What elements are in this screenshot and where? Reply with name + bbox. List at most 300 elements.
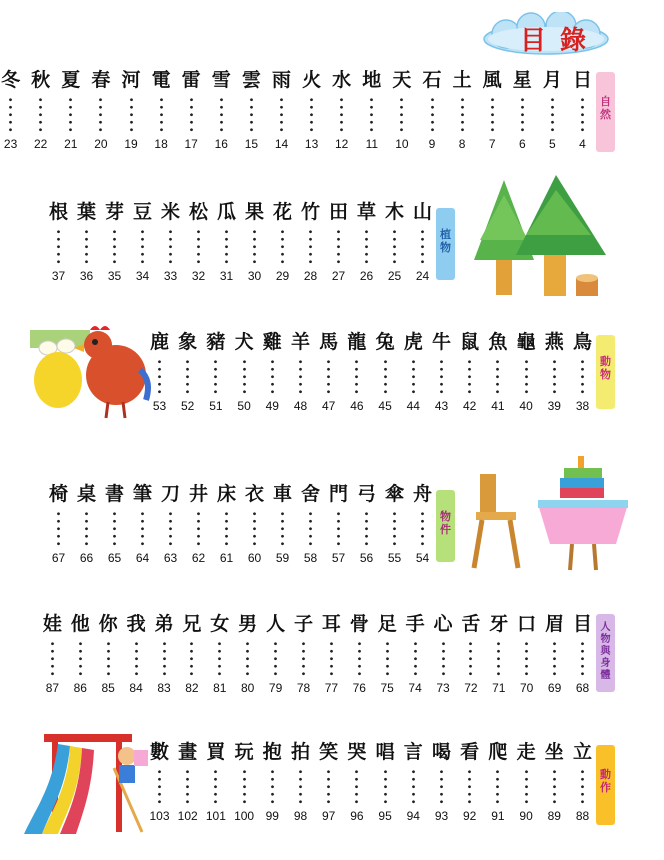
chair-table-illustration <box>460 452 628 576</box>
entry-actions-90[interactable] <box>513 740 540 823</box>
entry-nature-15[interactable] <box>238 68 265 151</box>
entry-people-73[interactable] <box>430 612 457 695</box>
entry-nature-23[interactable] <box>0 68 24 151</box>
page-number: 65 <box>107 551 122 565</box>
entry-char: 言 <box>403 741 423 763</box>
leader-dots <box>302 640 305 678</box>
page-number: 58 <box>303 551 318 565</box>
leader-dots <box>250 96 253 134</box>
page-number: 76 <box>352 681 366 695</box>
leader-dots <box>521 96 524 134</box>
page-number: 51 <box>209 399 223 413</box>
leader-dots <box>370 96 373 134</box>
leader-dots <box>190 640 193 678</box>
page-number: 6 <box>518 137 526 151</box>
entry-plants-33[interactable] <box>157 200 184 283</box>
leader-dots <box>79 640 82 678</box>
entry-nature-7[interactable] <box>479 68 506 151</box>
entry-people-75[interactable] <box>374 612 401 695</box>
leader-dots <box>553 358 556 396</box>
page-number: 75 <box>380 681 394 695</box>
page-number: 20 <box>94 137 108 151</box>
page-number: 31 <box>219 269 234 283</box>
page-number: 30 <box>247 269 262 283</box>
entry-nature-13[interactable] <box>298 68 325 151</box>
entry-objects-64[interactable] <box>129 482 156 565</box>
leader-dots <box>253 228 256 266</box>
entry-plants-32[interactable] <box>185 200 212 283</box>
entry-objects-63[interactable] <box>157 482 184 565</box>
entry-char: 眉 <box>545 613 565 635</box>
leader-dots <box>421 228 424 266</box>
leader-dots <box>281 510 284 548</box>
entry-animals-43[interactable] <box>428 330 455 413</box>
leader-dots <box>337 228 340 266</box>
page-number: 71 <box>492 681 506 695</box>
page-number: 92 <box>463 809 477 823</box>
entry-char: 笑 <box>319 741 339 763</box>
entry-char: 木 <box>384 201 404 223</box>
entry-char: 草 <box>356 201 376 223</box>
leader-dots <box>225 510 228 548</box>
leader-dots <box>525 358 528 396</box>
entry-actions-95[interactable] <box>372 740 399 823</box>
entry-char: 雲 <box>241 69 261 91</box>
page-number: 13 <box>304 137 319 151</box>
leader-dots <box>113 228 116 266</box>
entry-char: 日 <box>572 69 592 91</box>
entry-nature-20[interactable] <box>87 68 114 151</box>
leader-dots <box>393 510 396 548</box>
entry-actions-100[interactable] <box>231 740 258 823</box>
tag-label-people: 人 物 與 身 體 <box>600 622 611 681</box>
page-number: 34 <box>135 269 150 283</box>
leader-dots <box>299 358 302 396</box>
leader-dots <box>384 768 387 806</box>
entry-char: 傘 <box>384 483 404 505</box>
entry-char: 兄 <box>182 613 202 635</box>
entry-people-80[interactable] <box>234 612 261 695</box>
page-number: 86 <box>73 681 87 695</box>
leader-dots <box>271 768 274 806</box>
page-number: 49 <box>265 399 279 413</box>
entry-nature-5[interactable] <box>539 68 566 151</box>
page-number: 53 <box>152 399 167 413</box>
entry-char: 心 <box>433 613 453 635</box>
entry-people-68[interactable] <box>569 612 596 695</box>
page-number: 69 <box>547 681 562 695</box>
entry-char: 你 <box>98 613 118 635</box>
leader-dots <box>107 640 110 678</box>
page-number: 94 <box>406 809 420 823</box>
entry-nature-9[interactable] <box>419 68 446 151</box>
leader-dots <box>214 768 217 806</box>
page-number: 81 <box>213 681 227 695</box>
leader-dots <box>243 358 246 396</box>
entry-char: 舍 <box>300 483 320 505</box>
leader-dots <box>220 96 223 134</box>
tag-label-actions: 動 作 <box>600 768 611 794</box>
entry-people-69[interactable] <box>541 612 568 695</box>
leader-dots <box>431 96 434 134</box>
page-number: 37 <box>51 269 66 283</box>
entry-char: 舌 <box>461 613 481 635</box>
page-number: 63 <box>163 551 178 565</box>
leader-dots <box>281 228 284 266</box>
page-number: 90 <box>519 809 533 823</box>
page-number: 23 <box>3 137 18 151</box>
leader-dots <box>271 358 274 396</box>
entry-animals-50[interactable] <box>231 330 258 413</box>
page-number: 93 <box>434 809 449 823</box>
entry-people-72[interactable] <box>457 612 484 695</box>
leader-dots <box>581 358 584 396</box>
entry-actions-92[interactable] <box>456 740 483 823</box>
leader-dots <box>461 96 464 134</box>
entry-objects-57[interactable] <box>325 482 352 565</box>
leader-dots <box>225 228 228 266</box>
entry-actions-91[interactable] <box>484 740 511 823</box>
entry-char: 女 <box>210 613 230 635</box>
entry-char: 手 <box>405 613 425 635</box>
entry-animals-41[interactable] <box>484 330 511 413</box>
entry-objects-58[interactable] <box>297 482 324 565</box>
entry-plants-35[interactable] <box>101 200 128 283</box>
entry-plants-30[interactable] <box>241 200 268 283</box>
page-number: 101 <box>205 809 226 823</box>
leader-dots <box>130 96 133 134</box>
page-number: 10 <box>395 137 409 151</box>
entry-people-70[interactable] <box>513 612 540 695</box>
entry-char: 目 <box>572 613 592 635</box>
page-number: 33 <box>163 269 178 283</box>
entry-people-78[interactable] <box>290 612 317 695</box>
page-number: 89 <box>547 809 561 823</box>
leader-dots <box>393 228 396 266</box>
entry-nature-8[interactable] <box>449 68 476 151</box>
entry-char: 爬 <box>488 741 508 763</box>
entry-char: 米 <box>160 201 180 223</box>
entry-plants-27[interactable] <box>325 200 352 283</box>
leader-dots <box>365 228 368 266</box>
page-number: 38 <box>575 399 590 413</box>
page-number: 62 <box>191 551 206 565</box>
leader-dots <box>274 640 277 678</box>
entry-objects-66[interactable] <box>73 482 100 565</box>
leader-dots <box>158 358 161 396</box>
entry-animals-45[interactable] <box>372 330 399 413</box>
page-number: 12 <box>335 137 349 151</box>
leader-dots <box>491 96 494 134</box>
entry-nature-12[interactable] <box>328 68 355 151</box>
entry-char: 山 <box>412 201 432 223</box>
leader-dots <box>400 96 403 134</box>
page-number: 14 <box>274 137 289 151</box>
page-number: 32 <box>191 269 206 283</box>
entry-char: 畫 <box>178 741 198 763</box>
entry-objects-67[interactable] <box>45 482 72 565</box>
entry-people-81[interactable] <box>206 612 233 695</box>
entry-actions-94[interactable] <box>400 740 427 823</box>
entry-actions-98[interactable] <box>287 740 314 823</box>
entry-animals-47[interactable] <box>315 330 342 413</box>
entry-plants-24[interactable] <box>409 200 436 283</box>
entry-char: 夏 <box>61 69 81 91</box>
leader-dots <box>581 768 584 806</box>
leader-dots <box>421 510 424 548</box>
entry-objects-59[interactable] <box>269 482 296 565</box>
entry-actions-96[interactable] <box>343 740 370 823</box>
entry-plants-25[interactable] <box>381 200 408 283</box>
leader-dots <box>169 228 172 266</box>
entry-actions-99[interactable] <box>259 740 286 823</box>
entry-people-83[interactable] <box>151 612 178 695</box>
entry-nature-21[interactable] <box>57 68 84 151</box>
entry-people-74[interactable] <box>402 612 429 695</box>
entry-nature-19[interactable] <box>118 68 145 151</box>
leader-dots <box>99 96 102 134</box>
entry-actions-102[interactable] <box>174 740 201 823</box>
page-number: 11 <box>365 137 379 151</box>
entry-char: 椅 <box>48 483 68 505</box>
entry-char: 風 <box>482 69 502 91</box>
entry-char: 衣 <box>244 483 264 505</box>
entry-animals-52[interactable] <box>174 330 201 413</box>
entry-char: 冬 <box>1 69 21 91</box>
leader-dots <box>468 358 471 396</box>
entry-actions-93[interactable] <box>428 740 455 823</box>
entry-char: 桌 <box>76 483 96 505</box>
entry-char: 走 <box>516 741 536 763</box>
entry-objects-61[interactable] <box>213 482 240 565</box>
entry-char: 我 <box>126 613 146 635</box>
entry-char: 井 <box>188 483 208 505</box>
entry-animals-49[interactable] <box>259 330 286 413</box>
entry-char: 田 <box>328 201 348 223</box>
entry-objects-65[interactable] <box>101 482 128 565</box>
entry-char: 天 <box>392 69 412 91</box>
page-number: 67 <box>51 551 66 565</box>
entry-char: 芽 <box>104 201 124 223</box>
page-number: 96 <box>350 809 364 823</box>
page-number: 19 <box>124 137 138 151</box>
entry-char: 秋 <box>31 69 51 91</box>
leader-dots <box>384 358 387 396</box>
entry-char: 星 <box>512 69 532 91</box>
entry-nature-10[interactable] <box>388 68 415 151</box>
page-number: 73 <box>436 681 450 695</box>
entry-people-84[interactable] <box>123 612 150 695</box>
entry-actions-89[interactable] <box>541 740 568 823</box>
entry-nature-4[interactable] <box>569 68 596 151</box>
page-number: 24 <box>415 269 430 283</box>
page-number: 27 <box>331 269 346 283</box>
entry-nature-11[interactable] <box>358 68 385 151</box>
page-number: 99 <box>265 809 279 823</box>
leader-dots <box>299 768 302 806</box>
page-number: 95 <box>378 809 392 823</box>
page-number: 57 <box>331 551 346 565</box>
entry-char: 床 <box>216 483 236 505</box>
page-number: 77 <box>324 681 339 695</box>
page-number: 18 <box>154 137 168 151</box>
page-number: 68 <box>575 681 590 695</box>
leader-dots <box>246 640 249 678</box>
page-number: 47 <box>322 399 336 413</box>
page-number: 74 <box>408 681 422 695</box>
entry-plants-34[interactable] <box>129 200 156 283</box>
tag-label-plants: 植 物 <box>440 228 451 254</box>
entry-objects-55[interactable] <box>381 482 408 565</box>
entry-char: 水 <box>332 69 352 91</box>
entry-plants-36[interactable] <box>73 200 100 283</box>
page-number: 59 <box>275 551 290 565</box>
entry-char: 看 <box>460 741 480 763</box>
leader-dots <box>551 96 554 134</box>
entry-animals-40[interactable] <box>513 330 540 413</box>
leader-dots <box>113 510 116 548</box>
page-title: 目錄 <box>519 26 600 56</box>
entry-char: 根 <box>48 201 68 223</box>
page-number: 100 <box>234 809 255 823</box>
entry-char: 門 <box>328 483 348 505</box>
entry-animals-48[interactable] <box>287 330 314 413</box>
leader-dots <box>414 640 417 678</box>
entry-objects-62[interactable] <box>185 482 212 565</box>
entry-char: 地 <box>362 69 382 91</box>
leader-dots <box>525 640 528 678</box>
entry-char: 羊 <box>290 331 310 353</box>
entry-actions-101[interactable] <box>202 740 229 823</box>
page-number: 8 <box>458 137 466 151</box>
entry-char: 雪 <box>211 69 231 91</box>
entry-char: 拍 <box>290 741 310 763</box>
entry-nature-14[interactable] <box>268 68 295 151</box>
entry-char: 龍 <box>347 331 367 353</box>
tag-label-objects: 物 件 <box>440 510 451 536</box>
entry-objects-56[interactable] <box>353 482 380 565</box>
entry-char: 書 <box>104 483 124 505</box>
entry-char: 立 <box>572 741 592 763</box>
entry-char: 買 <box>206 741 226 763</box>
entry-animals-38[interactable] <box>569 330 596 413</box>
entry-char: 燕 <box>544 331 564 353</box>
entry-char: 馬 <box>319 331 339 353</box>
leader-dots <box>327 768 330 806</box>
leader-dots <box>337 510 340 548</box>
leader-dots <box>440 358 443 396</box>
entry-char: 魚 <box>488 331 508 353</box>
page-number: 39 <box>547 399 561 413</box>
page-number: 40 <box>519 399 533 413</box>
entry-char: 娃 <box>42 613 62 635</box>
entry-plants-29[interactable] <box>269 200 296 283</box>
section-people <box>0 612 664 732</box>
leader-dots <box>355 768 358 806</box>
entry-actions-97[interactable] <box>315 740 342 823</box>
entry-animals-51[interactable] <box>202 330 229 413</box>
entry-plants-37[interactable] <box>45 200 72 283</box>
entry-char: 哭 <box>347 741 367 763</box>
entry-people-77[interactable] <box>318 612 345 695</box>
page-number: 72 <box>464 681 478 695</box>
leader-dots <box>553 768 556 806</box>
entry-char: 松 <box>188 201 208 223</box>
leader-dots <box>141 510 144 548</box>
entry-nature-22[interactable] <box>27 68 54 151</box>
tag-label-animals: 動 物 <box>600 355 611 381</box>
entry-actions-88[interactable] <box>569 740 596 823</box>
leader-dots <box>496 768 499 806</box>
leader-dots <box>253 510 256 548</box>
entry-people-79[interactable] <box>262 612 289 695</box>
page-number: 80 <box>241 681 255 695</box>
entry-char: 兔 <box>375 331 395 353</box>
page-number: 79 <box>268 681 283 695</box>
entry-people-76[interactable] <box>346 612 373 695</box>
page-number: 41 <box>491 399 505 413</box>
entry-char: 坐 <box>544 741 564 763</box>
entry-objects-54[interactable] <box>409 482 436 565</box>
entry-people-82[interactable] <box>178 612 205 695</box>
entry-nature-6[interactable] <box>509 68 536 151</box>
entry-plants-26[interactable] <box>353 200 380 283</box>
leader-dots <box>309 510 312 548</box>
entry-nature-18[interactable] <box>148 68 175 151</box>
leader-dots <box>442 640 445 678</box>
entry-char: 犬 <box>234 331 254 353</box>
entry-animals-46[interactable] <box>343 330 370 413</box>
leader-dots <box>440 768 443 806</box>
page-number: 98 <box>293 809 308 823</box>
entry-animals-39[interactable] <box>541 330 568 413</box>
entry-char: 石 <box>422 69 442 91</box>
leader-dots <box>243 768 246 806</box>
entry-char: 筆 <box>132 483 152 505</box>
entry-people-86[interactable] <box>67 612 94 695</box>
page-number: 43 <box>434 399 449 413</box>
entry-people-71[interactable] <box>485 612 512 695</box>
leader-dots <box>469 640 472 678</box>
leader-dots <box>327 358 330 396</box>
leader-dots <box>190 96 193 134</box>
page-number: 88 <box>575 809 590 823</box>
entry-char: 竹 <box>300 201 320 223</box>
trees-illustration <box>466 170 616 304</box>
entry-nature-17[interactable] <box>178 68 205 151</box>
entry-char: 電 <box>151 69 171 91</box>
page-number: 22 <box>34 137 48 151</box>
entry-animals-44[interactable] <box>400 330 427 413</box>
entry-people-87[interactable] <box>39 612 66 695</box>
entry-char: 耳 <box>321 613 341 635</box>
entry-animals-42[interactable] <box>456 330 483 413</box>
entry-nature-16[interactable] <box>208 68 235 151</box>
entry-objects-60[interactable] <box>241 482 268 565</box>
page-number: 85 <box>101 681 115 695</box>
leader-dots <box>57 510 60 548</box>
leader-dots <box>497 640 500 678</box>
entry-plants-31[interactable] <box>213 200 240 283</box>
leader-dots <box>85 510 88 548</box>
page-number: 44 <box>406 399 420 413</box>
entry-plants-28[interactable] <box>297 200 324 283</box>
leader-dots <box>197 510 200 548</box>
entry-char: 足 <box>377 613 397 635</box>
entry-char: 豬 <box>206 331 226 353</box>
entry-people-85[interactable] <box>95 612 122 695</box>
entry-char: 花 <box>272 201 292 223</box>
